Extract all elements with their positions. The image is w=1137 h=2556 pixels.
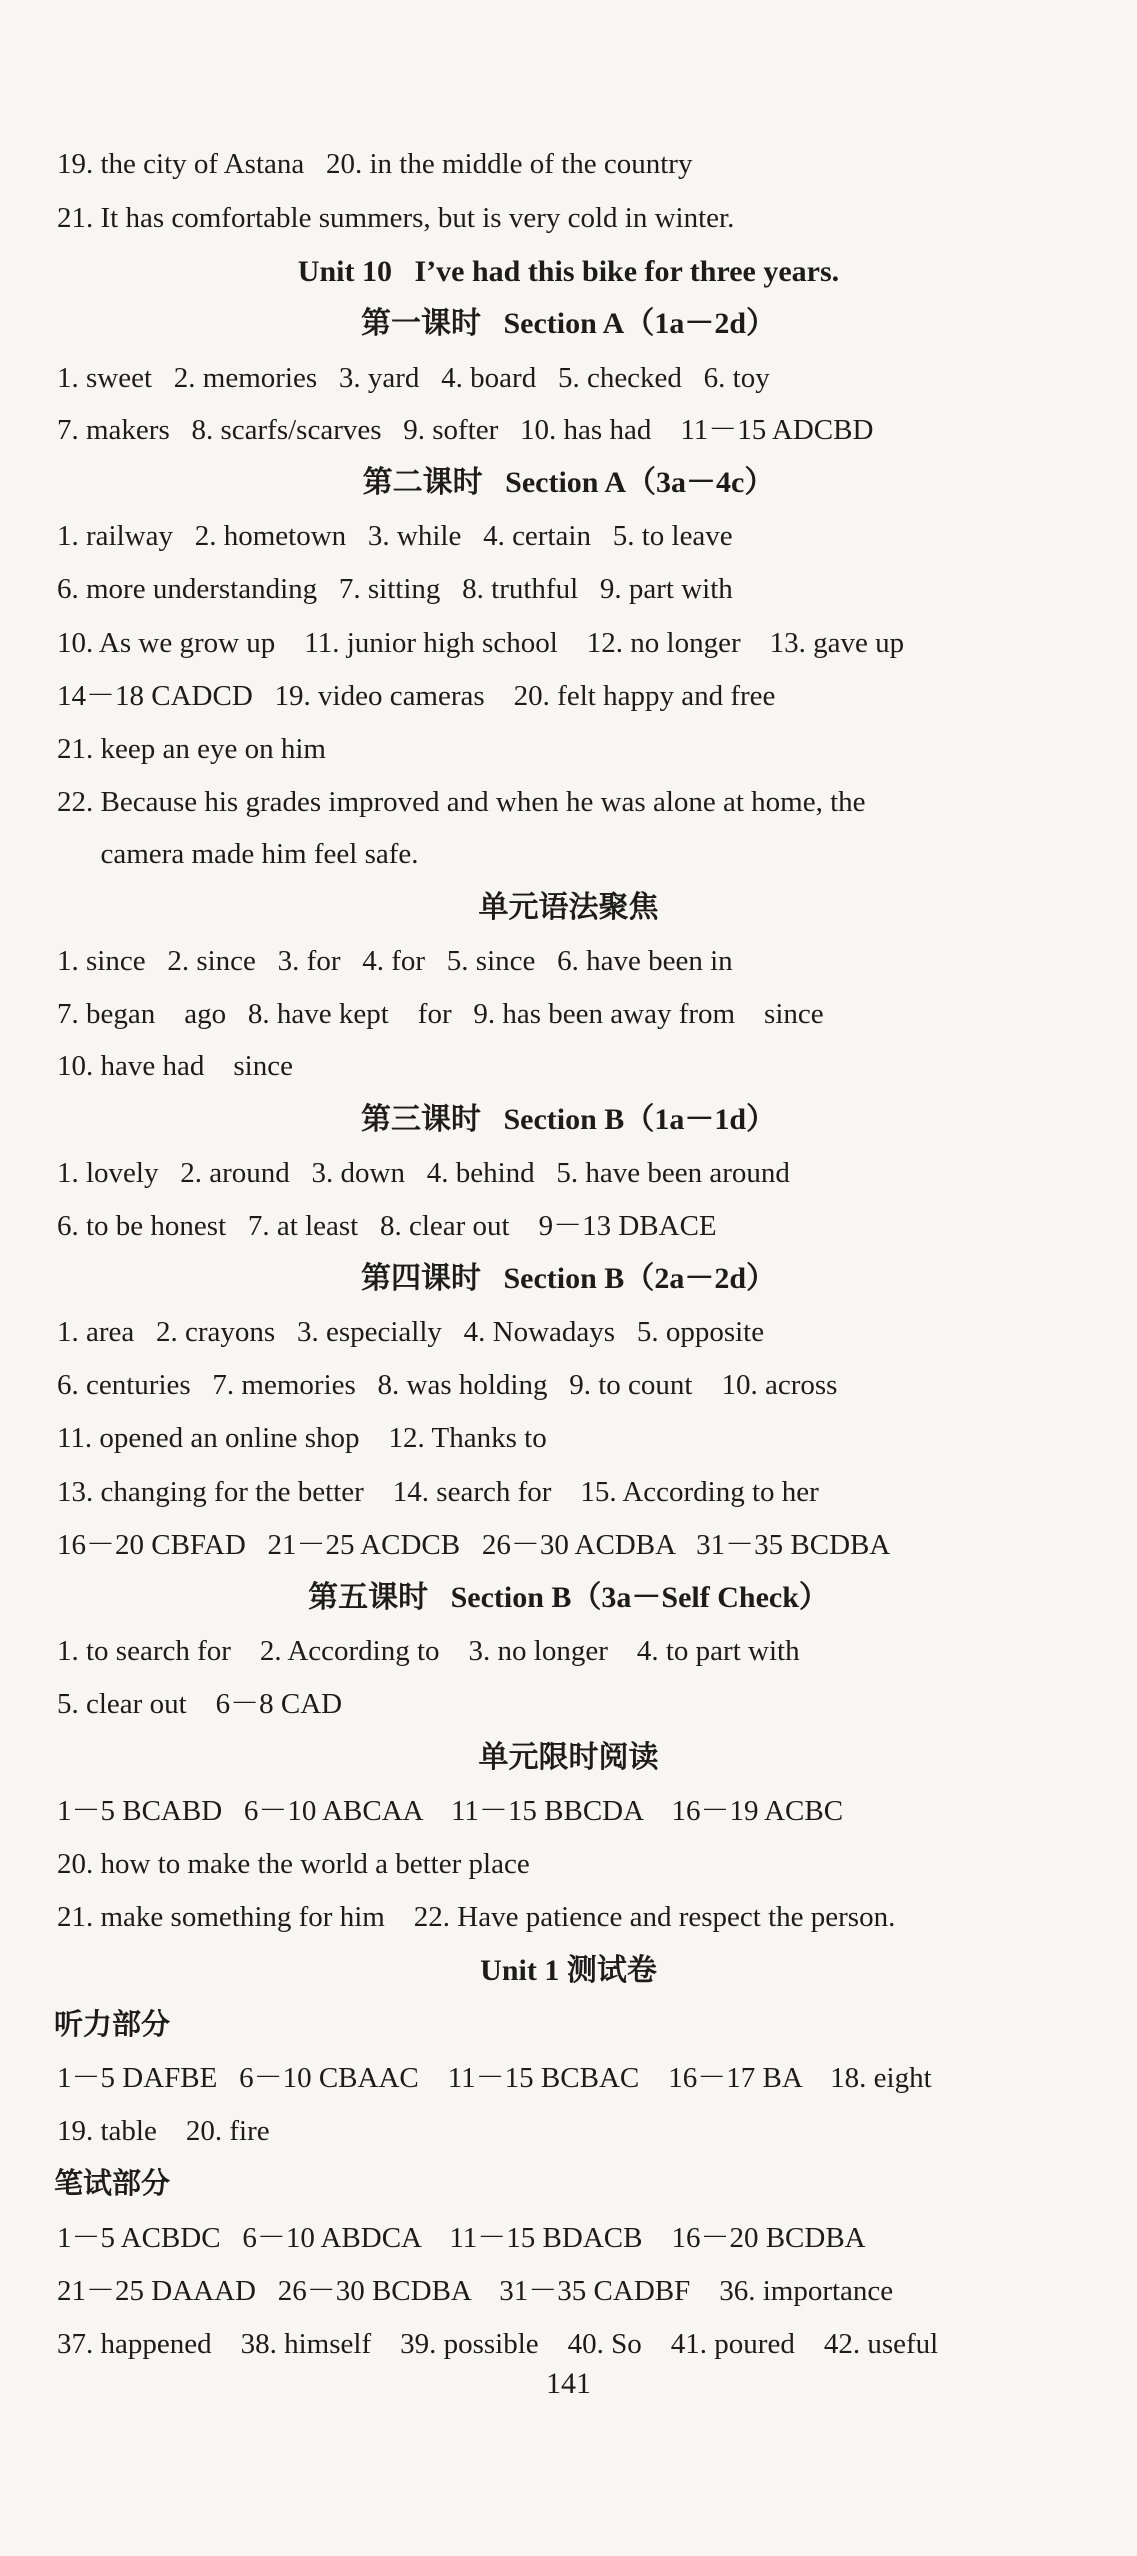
answer-line: 10. As we grow up 11. junior high school 12. no longer 13. gave up	[57, 627, 905, 659]
answer-line: 1－5 DAFBE 6－10 CBAAC 11－15 BCBAC 16－17 BA 18. eight	[57, 2062, 932, 2094]
answer-line: 37. happened 38. himself 39. possible 40. So 41. poured 42. useful	[57, 2328, 939, 2360]
answer-line: 21. make something for him 22. Have patience and respect the person.	[57, 1901, 896, 1933]
answer-line: 6. more understanding 7. sitting 8. truthful 9. part with	[57, 573, 733, 605]
answer-line: 21. It has comfortable summers, but is very cold in winter.	[57, 202, 735, 234]
section-heading: 单元语法聚焦	[478, 891, 659, 924]
answer-line: 1. lovely 2. around 3. down 4. behind 5. have been around	[57, 1157, 790, 1189]
section-heading: 单元限时阅读	[478, 1741, 659, 1774]
answer-line: 19. the city of Astana 20. in the middle of the country	[57, 148, 693, 180]
answer-line: 13. changing for the better 14. search for 15. According to her	[57, 1476, 819, 1508]
answer-line: 22. Because his grades improved and when he was alone at home, the	[57, 786, 866, 818]
answer-line: 10. have had since	[57, 1050, 293, 1082]
section-heading: 第二课时 Section A（3a－4c）	[362, 466, 775, 499]
section-heading: Unit 1 测试卷	[480, 1954, 657, 1987]
answer-line: 1－5 BCABD 6－10 ABCAA 11－15 BBCDA 16－19 ACBC	[57, 1795, 844, 1827]
section-heading: 第一课时 Section A（1a－2d）	[360, 307, 777, 340]
section-heading: 第四课时 Section B（2a－2d）	[360, 1262, 777, 1295]
section-heading: Unit 10 I’ve had this bike for three years.	[297, 255, 840, 288]
section-heading: 听力部分	[54, 2009, 171, 2041]
answer-line: 21. keep an eye on him	[57, 733, 326, 765]
section-heading: 第三课时 Section B（1a－1d）	[360, 1103, 777, 1136]
answer-line: 16－20 CBFAD 21－25 ACDCB 26－30 ACDBA 31－35 BCDBA	[57, 1529, 891, 1561]
answer-line: 14－18 CADCD 19. video cameras 20. felt happy and free	[57, 680, 776, 712]
answer-line: 7. makers 8. scarfs/scarves 9. softer 10. has had 11－15 ADCBD	[57, 414, 874, 446]
answer-line: 1. to search for 2. According to 3. no longer 4. to part with	[57, 1635, 800, 1667]
answer-line: 19. table 20. fire	[57, 2115, 270, 2147]
answer-line: 20. how to make the world a better place	[57, 1848, 530, 1880]
answer-line: 1－5 ACBDC 6－10 ABDCA 11－15 BDACB 16－20 BCDBA	[57, 2222, 866, 2254]
section-heading: 笔试部分	[54, 2168, 171, 2200]
answer-line: 7. began ago 8. have kept for 9. has been away from since	[57, 998, 824, 1030]
answer-line: 21－25 DAAAD 26－30 BCDBA 31－35 CADBF 36. importance	[57, 2275, 894, 2307]
answer-line: 6. centuries 7. memories 8. was holding 9. to count 10. across	[57, 1369, 838, 1401]
answer-line: 1. area 2. crayons 3. especially 4. Nowadays 5. opposite	[57, 1316, 765, 1348]
answer-line: 11. opened an online shop 12. Thanks to	[57, 1422, 547, 1454]
section-heading: 第五课时 Section B（3a－Self Check）	[308, 1581, 829, 1614]
answer-line: 1. sweet 2. memories 3. yard 4. board 5. checked 6. toy	[57, 362, 770, 394]
answer-line: 6. to be honest 7. at least 8. clear out 9－13 DBACE	[57, 1210, 717, 1242]
answer-line: camera made him feel safe.	[57, 838, 419, 870]
answer-line: 5. clear out 6－8 CAD	[57, 1688, 343, 1720]
answer-line: 1. railway 2. hometown 3. while 4. certain 5. to leave	[57, 520, 733, 552]
answer-line: 1. since 2. since 3. for 4. for 5. since 6. have been in	[57, 945, 733, 977]
page-number: 141	[546, 2367, 591, 2400]
